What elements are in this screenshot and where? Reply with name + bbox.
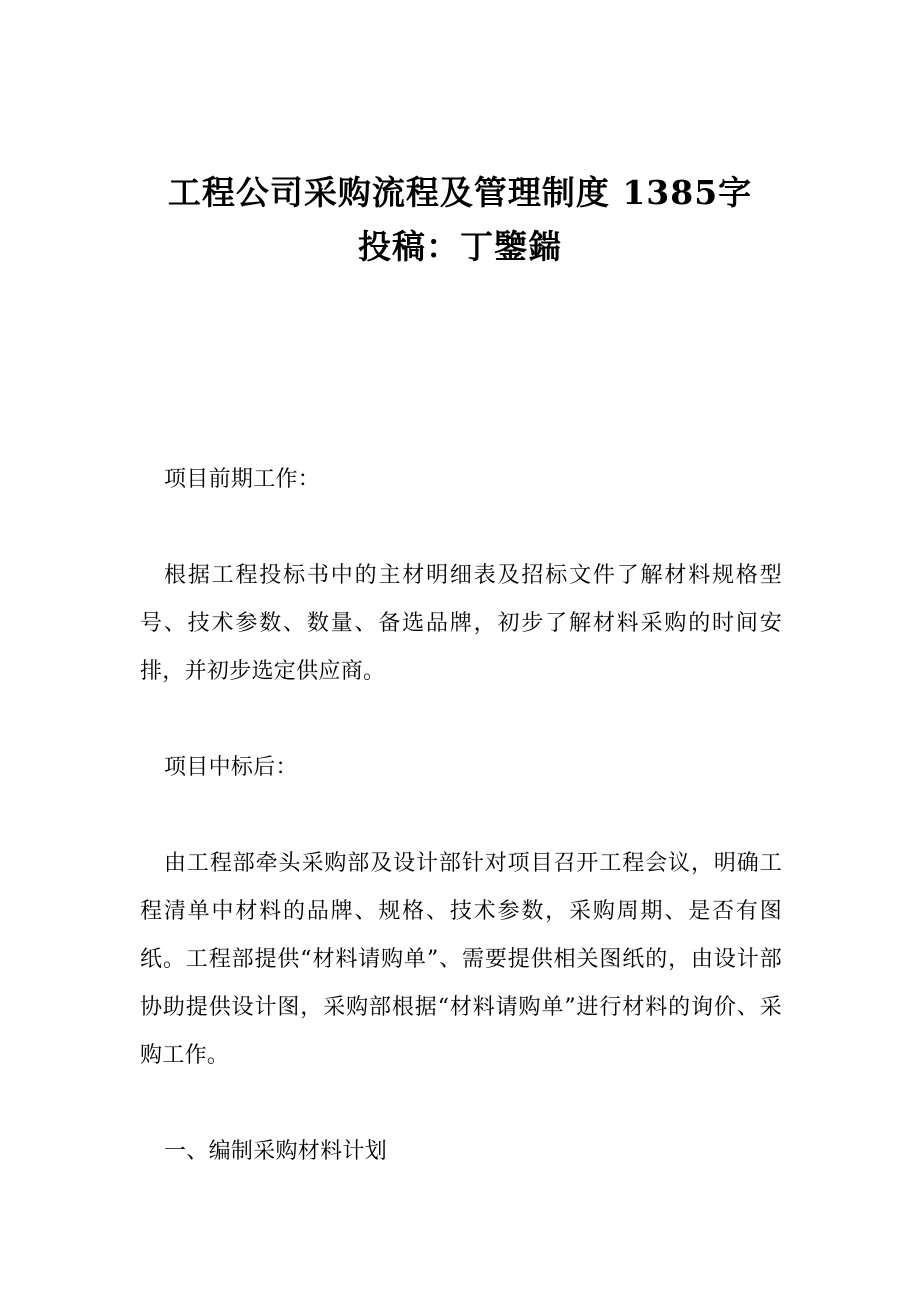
paragraph-after-bid-body: 由工程部牵头采购部及设计部针对项目召开工程会议，明确工程清单中材料的品牌、规格、技术参数，采购周期、是否有图纸。工程部提供“材料请购单”、需要提供相关图纸的，由设计部协助提供设计图，采购部根据“材料请购单”进行材料的询价、采购工作。 (140, 851, 782, 1068)
paragraph-gap (140, 696, 782, 744)
paragraph-gap (140, 1080, 782, 1128)
title-line-author: 投稿：丁鑒鍴 (358, 227, 562, 266)
section-heading-plan: 一、编制采购材料计划 (164, 1139, 388, 1164)
document-title (0, 166, 920, 274)
paragraph-gap (140, 504, 782, 552)
section-heading-after-bid: 项目中标后： (164, 755, 298, 780)
title-line-main: 工程公司采购流程及管理制度 1385字 (167, 173, 753, 212)
paragraph-gap (140, 792, 782, 840)
document-body (140, 456, 782, 1176)
paragraph-preliminary-body: 根据工程投标书中的主材明细表及招标文件了解材料规格型号、技术参数、数量、备选品牌，初步了解材料采购的时间安排，并初步选定供应商。 (140, 563, 782, 684)
section-heading-preliminary: 项目前期工作： (164, 467, 321, 492)
